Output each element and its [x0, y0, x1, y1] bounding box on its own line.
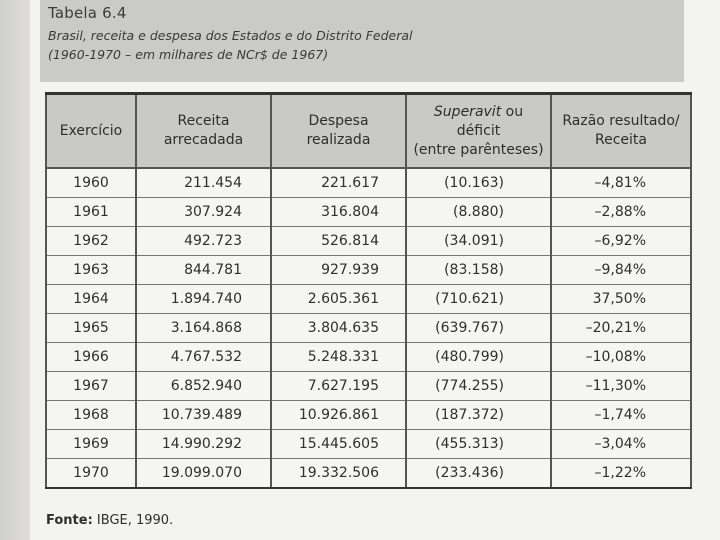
cell-receita: 19.099.070 — [136, 459, 271, 489]
col-header-superavit-rest: ou déficit — [456, 103, 524, 139]
table-row — [46, 401, 691, 430]
cell-razao: –10,08% — [551, 343, 691, 372]
cell-razao: –9,84% — [551, 256, 691, 285]
cell-razao: –11,30% — [551, 372, 691, 401]
cell-despesa: 526.814 — [271, 227, 406, 256]
col-header-razao-line2: Receita — [595, 132, 647, 148]
cell-receita: 492.723 — [136, 227, 271, 256]
table-row — [46, 314, 691, 343]
col-header-exercicio — [46, 94, 136, 169]
cell-despesa: 19.332.506 — [271, 459, 406, 489]
cell-despesa: 10.926.861 — [271, 401, 406, 430]
table-body — [46, 168, 691, 488]
cell-resultado: (8.880) — [406, 198, 551, 227]
cell-receita: 3.164.868 — [136, 314, 271, 343]
col-header-despesa-label: Despesa realizada — [306, 113, 371, 148]
table-row — [46, 372, 691, 401]
source-note — [46, 513, 173, 528]
cell-resultado: (774.255) — [406, 372, 551, 401]
cell-razao: –1,22% — [551, 459, 691, 489]
cell-despesa: 927.939 — [271, 256, 406, 285]
cell-receita: 4.767.532 — [136, 343, 271, 372]
col-header-superavit — [406, 94, 551, 169]
source-text: IBGE, 1990. — [92, 513, 174, 528]
table-row — [46, 343, 691, 372]
col-header-razao — [551, 94, 691, 169]
cell-exercicio: 1962 — [46, 227, 136, 256]
cell-razao: –20,21% — [551, 314, 691, 343]
cell-receita: 307.924 — [136, 198, 271, 227]
cell-exercicio: 1963 — [46, 256, 136, 285]
cell-resultado: (480.799) — [406, 343, 551, 372]
data-table — [45, 92, 692, 489]
col-header-despesa — [271, 94, 406, 169]
cell-despesa: 221.617 — [271, 168, 406, 198]
cell-despesa: 3.804.635 — [271, 314, 406, 343]
caption-line-1: Brasil, receita e despesa dos Estados e do Distrito Federal — [48, 28, 413, 43]
col-header-receita-label: Receita arrecadada — [163, 113, 244, 148]
col-header-razao-line1: Razão resultado/ — [562, 113, 680, 129]
table-caption — [48, 26, 668, 64]
cell-razao: –2,88% — [551, 198, 691, 227]
cell-receita: 6.852.940 — [136, 372, 271, 401]
cell-resultado: (455.313) — [406, 430, 551, 459]
table-row — [46, 430, 691, 459]
cell-exercicio: 1965 — [46, 314, 136, 343]
cell-resultado: (233.436) — [406, 459, 551, 489]
cell-exercicio: 1969 — [46, 430, 136, 459]
cell-resultado: (83.158) — [406, 256, 551, 285]
cell-exercicio: 1966 — [46, 343, 136, 372]
cell-resultado: (639.767) — [406, 314, 551, 343]
cell-receita: 1.894.740 — [136, 285, 271, 314]
cell-razao: –3,04% — [551, 430, 691, 459]
cell-receita: 844.781 — [136, 256, 271, 285]
cell-despesa: 15.445.605 — [271, 430, 406, 459]
cell-exercicio: 1964 — [46, 285, 136, 314]
table-label: Tabela 6.4 — [48, 4, 127, 22]
cell-despesa: 7.627.195 — [271, 372, 406, 401]
cell-razao: –6,92% — [551, 227, 691, 256]
col-header-superavit-line2: (entre parênteses) — [413, 141, 544, 158]
cell-despesa: 5.248.331 — [271, 343, 406, 372]
cell-exercicio: 1970 — [46, 459, 136, 489]
cell-resultado: (187.372) — [406, 401, 551, 430]
cell-receita: 10.739.489 — [136, 401, 271, 430]
cell-despesa: 2.605.361 — [271, 285, 406, 314]
table-row — [46, 256, 691, 285]
cell-despesa: 316.804 — [271, 198, 406, 227]
table-row — [46, 459, 691, 489]
cell-razao: –4,81% — [551, 168, 691, 198]
cell-exercicio: 1968 — [46, 401, 136, 430]
table-row — [46, 285, 691, 314]
table-row — [46, 168, 691, 198]
cell-resultado: (34.091) — [406, 227, 551, 256]
col-header-exercicio-label: Exercício — [59, 122, 123, 139]
table-row — [46, 227, 691, 256]
cell-razao: –1,74% — [551, 401, 691, 430]
source-label: Fonte: — [46, 513, 93, 528]
col-header-receita — [136, 94, 271, 169]
cell-receita: 211.454 — [136, 168, 271, 198]
cell-resultado: (10.163) — [406, 168, 551, 198]
header-row — [46, 94, 691, 169]
cell-exercicio: 1960 — [46, 168, 136, 198]
cell-exercicio: 1961 — [46, 198, 136, 227]
col-header-superavit-emphasis: Superavit — [433, 103, 502, 120]
cell-receita: 14.990.292 — [136, 430, 271, 459]
cell-exercicio: 1967 — [46, 372, 136, 401]
cell-razao: 37,50% — [551, 285, 691, 314]
table-row — [46, 198, 691, 227]
caption-line-2: (1960-1970 – em milhares de NCr$ de 1967) — [48, 47, 329, 62]
cell-resultado: (710.621) — [406, 285, 551, 314]
